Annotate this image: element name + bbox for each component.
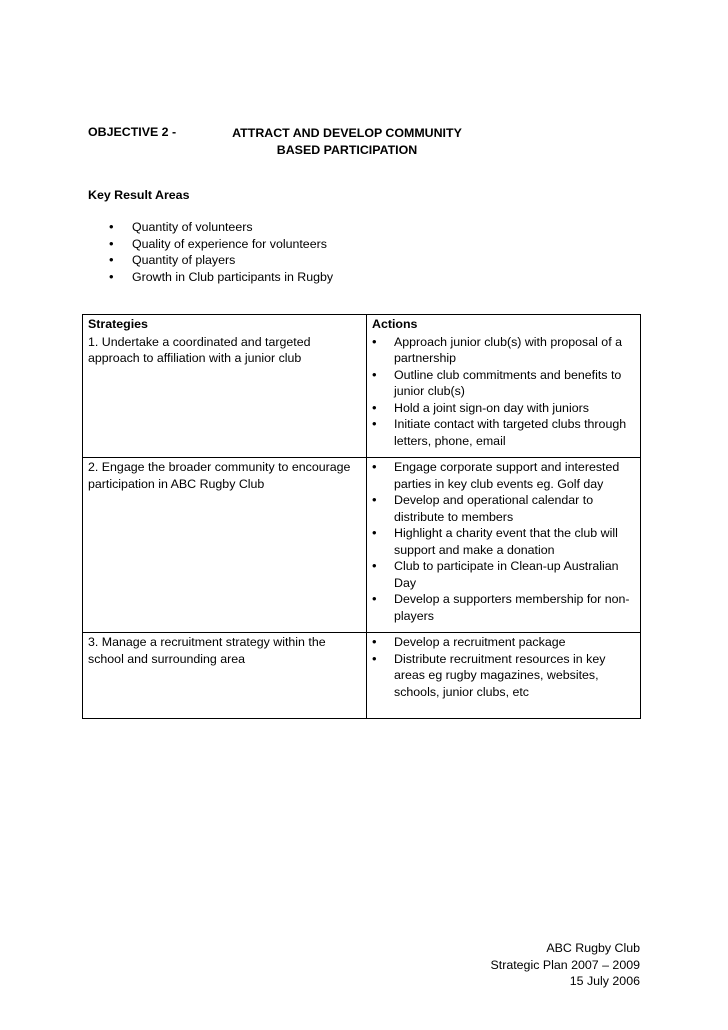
action-item: • Club to participate in Clean-up Australian Day	[372, 558, 635, 591]
action-item: • Distribute recruitment resources in key areas eg rugby magazines, websites, schools, junior clubs, etc	[372, 651, 635, 701]
objective-label: OBJECTIVE 2 -	[88, 125, 177, 139]
actions-list	[372, 334, 635, 450]
objective-title-line1: ATTRACT AND DEVELOP COMMUNITY	[232, 126, 462, 140]
list-item: • Quantity of players	[109, 252, 333, 269]
action-item: • Develop a supporters membership for non-players	[372, 591, 635, 624]
list-item: • Quality of experience for volunteers	[109, 236, 333, 253]
actions-header: Actions	[367, 315, 641, 333]
strategy-cell: 1. Undertake a coordinated and targeted approach to affiliation with a junior club	[83, 333, 367, 458]
footer	[491, 940, 641, 990]
action-item: • Approach junior club(s) with proposal of a partnership	[372, 334, 635, 367]
footer-org: ABC Rugby Club	[546, 941, 640, 955]
footer-date: 15 July 2006	[569, 974, 640, 988]
actions-list	[372, 634, 635, 700]
table-row	[83, 633, 641, 719]
actions-list	[372, 459, 635, 624]
action-item: • Outline club commitments and benefits to junior club(s)	[372, 367, 635, 400]
actions-cell	[367, 333, 641, 458]
action-item: • Develop and operational calendar to distribute to members	[372, 492, 635, 525]
table-row	[83, 458, 641, 633]
objective-title	[220, 125, 474, 159]
strategies-header: Strategies	[83, 315, 367, 333]
list-item: • Quantity of volunteers	[109, 219, 333, 236]
key-result-areas-list	[109, 219, 333, 285]
list-item: • Growth in Club participants in Rugby	[109, 269, 333, 286]
action-item: • Hold a joint sign-on day with juniors	[372, 400, 635, 417]
action-item: • Engage corporate support and interested parties in key club events eg. Golf day	[372, 459, 635, 492]
objective-title-line2: BASED PARTICIPATION	[276, 143, 418, 157]
strategy-cell: 2. Engage the broader community to encourage participation in ABC Rugby Club	[83, 458, 367, 633]
action-item: • Initiate contact with targeted clubs through letters, phone, email	[372, 416, 635, 449]
actions-cell	[367, 633, 641, 719]
action-item: • Develop a recruitment package	[372, 634, 635, 651]
table-row	[83, 333, 641, 458]
table-header-row	[83, 315, 641, 333]
footer-plan: Strategic Plan 2007 – 2009	[490, 957, 640, 972]
action-item: • Highlight a charity event that the club will support and make a donation	[372, 525, 635, 558]
key-result-areas-heading: Key Result Areas	[88, 188, 190, 202]
strategy-cell: 3. Manage a recruitment strategy within the school and surrounding area	[83, 633, 367, 719]
strategies-table	[82, 314, 641, 719]
actions-cell	[367, 458, 641, 633]
